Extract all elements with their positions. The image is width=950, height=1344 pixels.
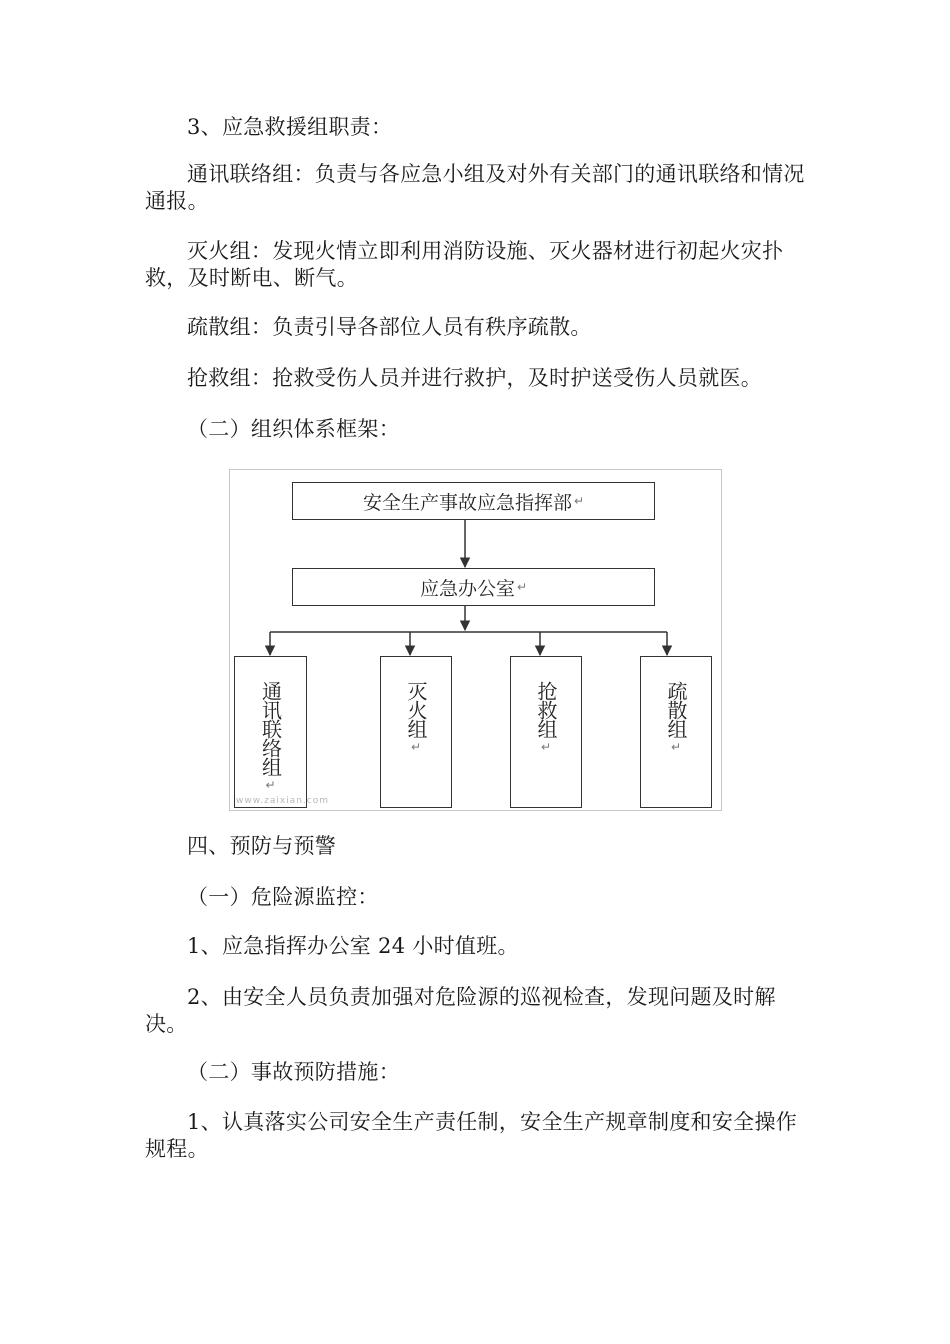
watermark: www.zaixian.com (236, 796, 329, 806)
rescue-group-box (510, 656, 582, 808)
paragraph-emergency-duties: 3、应急救援组职责： (187, 115, 393, 139)
paragraph-24h-duty: 1、应急指挥办公室 24 小时值班。 (187, 934, 519, 958)
rescue-group-label: 抢救组 (534, 681, 558, 738)
paragraph-mark: ↵ (516, 580, 528, 594)
communication-group-label: 通讯联络组 (258, 681, 283, 776)
command-center-label: 安全生产事故应急指挥部 (362, 491, 572, 514)
communication-group-box (234, 656, 307, 808)
paragraph-mark: ↵ (573, 494, 585, 508)
section-prevention-warning: 四、预防与预警 (187, 834, 337, 858)
paragraph-mark: ↵ (670, 740, 682, 754)
paragraph-firefighting-group: 灭火组：发现火情立即利用消防设施、灭火器材进行初起火灾扑救，及时断电、断气。 (145, 239, 784, 290)
paragraph-mark: ↵ (410, 740, 422, 754)
org-chart (229, 469, 722, 811)
paragraph-hazard-monitoring: （一）危险源监控： (187, 885, 379, 909)
firefighting-group-label: 灭火组 (404, 681, 428, 738)
paragraph-org-framework-heading: （二）组织体系框架： (187, 417, 400, 441)
paragraph-evacuation-group: 疏散组：负责引导各部位人员有秩序疏散。 (187, 315, 592, 339)
command-center-box (292, 482, 655, 520)
paragraph-mark: ↵ (540, 740, 552, 754)
paragraph-patrol-inspection: 2、由安全人员负责加强对危险源的巡视检查，发现问题及时解决。 (145, 985, 776, 1036)
evacuation-group-label: 疏散组 (664, 681, 688, 738)
paragraph-communication-group: 通讯联络组：负责与各应急小组及对外有关部门的通讯联络和情况通报。 (145, 162, 805, 213)
firefighting-group-box (380, 656, 452, 808)
paragraph-mark: ↵ (265, 778, 276, 792)
evacuation-group-box (640, 656, 712, 808)
emergency-office-label: 应急办公室 (419, 577, 515, 600)
paragraph-rescue-group: 抢救组：抢救受伤人员并进行救护，及时护送受伤人员就医。 (187, 366, 763, 390)
emergency-office-box (292, 568, 655, 606)
paragraph-safety-responsibility: 1、认真落实公司安全生产责任制，安全生产规章制度和安全操作规程。 (145, 1110, 798, 1161)
paragraph-prevention-measures: （二）事故预防措施： (187, 1060, 400, 1084)
